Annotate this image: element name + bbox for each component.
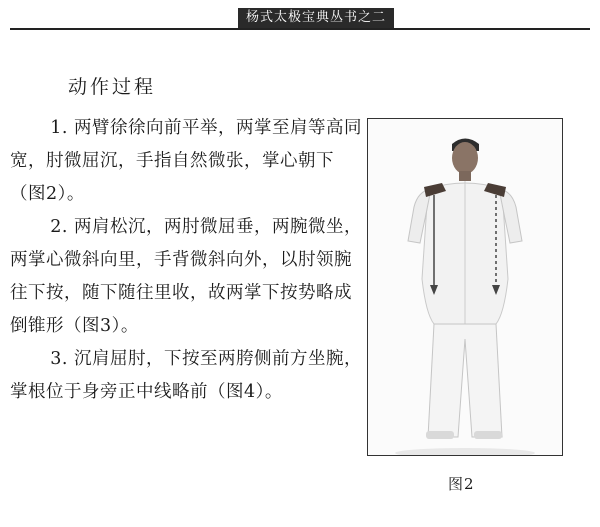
header-bar <box>10 8 590 30</box>
body-text <box>10 112 362 409</box>
section-title: 动作过程 <box>68 76 157 98</box>
book-series-title: 杨式太极宝典丛书之二 <box>238 8 394 28</box>
figure-2-frame <box>367 118 563 456</box>
figure-caption: 图2 <box>448 475 475 493</box>
tai-chi-figure-illustration <box>368 119 562 455</box>
step-3-paragraph: 3. 沉肩屈肘，下按至两胯侧前方坐腕，掌根位于身旁正中线略前（图4）。 <box>10 349 363 402</box>
step-2-paragraph: 2. 两肩松沉，两肘微屈垂，两腕微坐，两掌心微斜向里，手背微斜向外，以肘领腕往下按，随下随往里收，故两掌下按势略成倒锥形（图3）。 <box>10 217 363 336</box>
step-1-paragraph: 1. 两臂徐徐向前平举，两掌至肩等高同宽，肘微屈沉，手指自然微张，掌心朝下（图2）。 <box>10 118 363 204</box>
